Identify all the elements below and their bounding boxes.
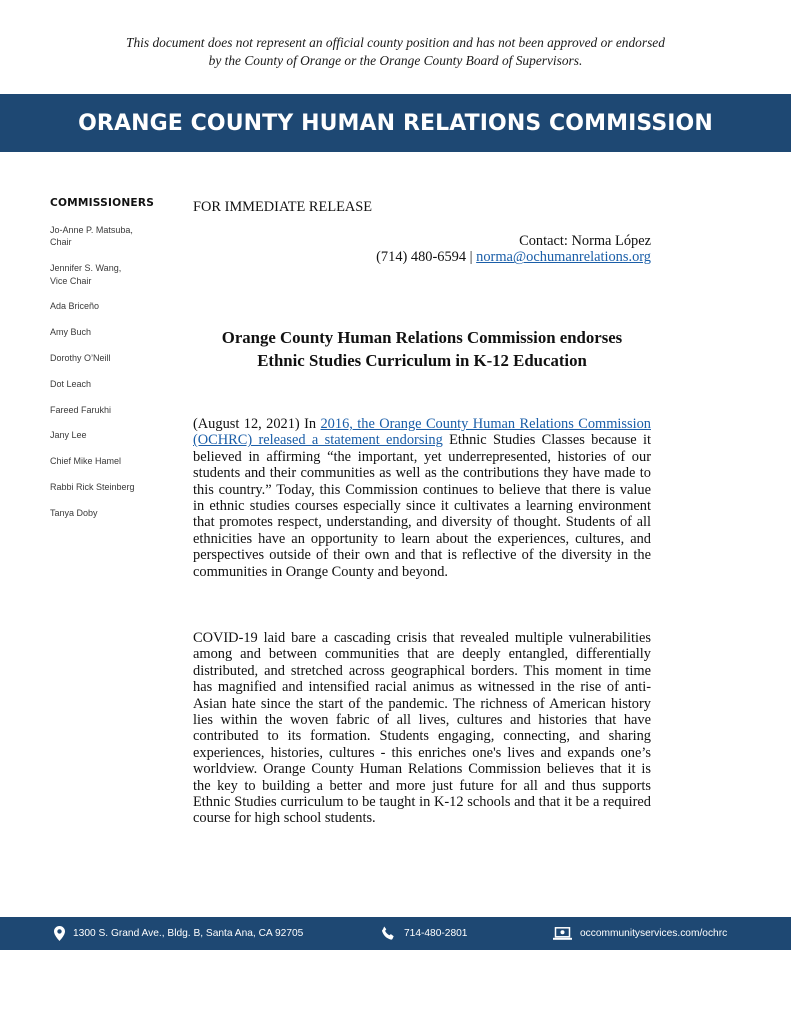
- footer-website[interactable]: [553, 917, 727, 950]
- commissioner: Rabbi Rick Steinberg: [50, 481, 135, 492]
- paragraph-2: [193, 630, 651, 827]
- footer-address: [54, 917, 303, 950]
- disclaimer: [0, 34, 791, 70]
- commissioner: Jany Lee: [50, 430, 87, 441]
- title-line-2: Ethnic Studies Curriculum in K-12 Education: [257, 350, 587, 370]
- header-banner: [0, 94, 791, 152]
- footer-bar: [0, 917, 791, 950]
- commissioner: Fareed Farukhi: [50, 404, 112, 415]
- release-title: [193, 327, 651, 372]
- location-pin-icon: [54, 926, 65, 941]
- commissioner-role: Chair: [50, 237, 72, 248]
- release-label: FOR IMMEDIATE RELEASE: [193, 199, 373, 215]
- commissioner: Ada Briceño: [50, 301, 100, 312]
- commissioner: Dot Leach: [50, 378, 92, 389]
- laptop-icon: [553, 927, 572, 940]
- disclaimer-line-1: This document does not represent an official county position and has not been approved or endorsed: [126, 35, 665, 50]
- statement-link[interactable]: 2016, the Orange County Human Relations Commission (OCHRC) released a statement endorsing: [193, 416, 651, 449]
- commissioner-name: Jennifer S. Wang,: [50, 263, 122, 274]
- contact-details: [376, 249, 651, 265]
- phone-text: 714-480-2801: [404, 928, 468, 939]
- contact-phone: (714) 480-6594 |: [376, 249, 473, 266]
- commissioner: [50, 262, 170, 287]
- paragraph-1-text: Ethnic Studies Classes because it believed in affirming “the important, yet underrepresented, histories of our students and their communities as well as the contributions they have made to this country.” Today, this Commission continues to believe that there is value in ethnic studies courses especially since it cultivates a learning environment that promotes respect, understanding, and diversity of thought. Students of all ethnicities have an opportunity to learn about the experiences, cultures, and perspectives outside of their own and that is reflective of the diversity in the communities in Orange County and beyond.: [193, 432, 651, 580]
- disclaimer-line-2: by the County of Orange or the Orange County Board of Supervisors.: [208, 53, 583, 68]
- footer-phone: [381, 917, 467, 950]
- commissioner-name: Jo-Anne P. Matsuba,: [50, 225, 133, 235]
- commissioners-sidebar: [50, 197, 170, 533]
- commissioners-heading: COMMISSIONERS: [50, 197, 155, 209]
- address-text: 1300 S. Grand Ave., Bldg. B, Santa Ana, CA 92705: [73, 928, 304, 939]
- commissioner: Chief Mike Hamel: [50, 456, 122, 467]
- commissioner: Amy Buch: [50, 327, 92, 338]
- commissioner: Dorothy O’Neill: [50, 353, 111, 363]
- title-line-1: Orange County Human Relations Commission endorses: [221, 328, 623, 347]
- contact-name: Contact: Norma López: [519, 233, 651, 249]
- organization-title: ORANGE COUNTY HUMAN RELATIONS COMMISSION: [78, 110, 713, 136]
- release-date: (August 12, 2021) In: [193, 416, 317, 432]
- paragraph-2-text: COVID-19 laid bare a cascading crisis that revealed multiple vulnerabilities among and between communities that are deeply entangled, differentially distributed, and stretched across geographical borders. This moment in time has magnified and intensified racial animus as witnessed in the rise of anti-Asian hate since the start of the pandemic. The richness of American history lies within the woven fabric of all lives, cultures and histories that have contributed to its formation. Students engaging, connecting, and sharing experiences, histories, cultures - this enriches one's lives and expands one’s worldview. Orange County Human Relations Commission believes that it is the key to building a better and more just future for all and thus supports Ethnic Studies curriculum to be taught in K-12 schools and that it be a required course for high school students.: [193, 630, 651, 827]
- phone-icon: [381, 926, 396, 941]
- commissioner: Tanya Doby: [50, 507, 98, 518]
- commissioner: [50, 224, 170, 249]
- paragraph-1: [193, 416, 651, 580]
- contact-email-link[interactable]: norma@ochumanrelations.org: [476, 249, 651, 266]
- contact-block: [376, 233, 651, 266]
- commissioner-role: Vice Chair: [50, 275, 92, 286]
- website-text[interactable]: occommunityservices.com/ochrc: [580, 928, 728, 939]
